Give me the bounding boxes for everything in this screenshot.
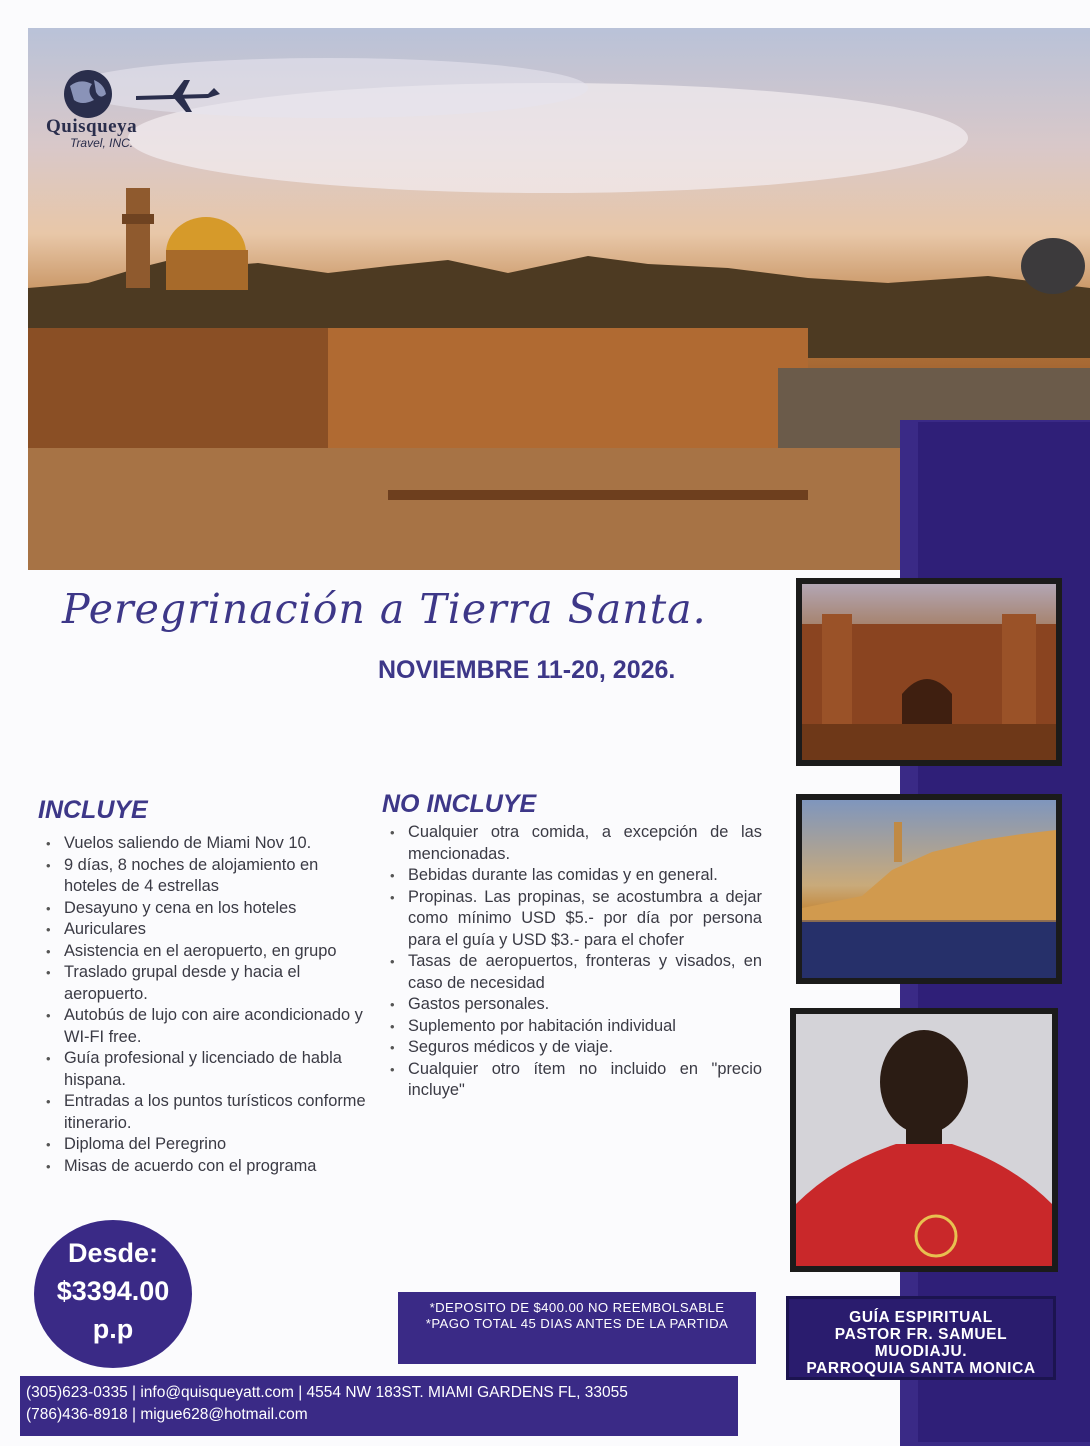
incluye-list	[38, 833, 373, 1177]
list-item: • Autobús de lujo con aire acondicionado y WI-FI free.	[38, 1005, 373, 1048]
logo-name: Quisqueya	[46, 116, 138, 137]
list-item: • 9 días, 8 noches de alojamiento en hoteles de 4 estrellas	[38, 855, 373, 898]
incluye-heading: INCLUYE	[38, 796, 148, 824]
list-item: • Bebidas durante las comidas y en general.	[382, 865, 762, 887]
contact-line-2: (786)436-8918 | migue628@hotmail.com	[26, 1406, 308, 1423]
trip-dates: NOVIEMBRE 11-20, 2026.	[378, 656, 676, 684]
list-item: • Diploma del Peregrino	[38, 1134, 373, 1156]
list-item: • Traslado grupal desde y hacia el aeropuerto.	[38, 962, 373, 1005]
photo-jaffa-coast	[796, 794, 1062, 984]
list-item: • Desayuno y cena en los hoteles	[38, 898, 373, 920]
logo-subtitle: Travel, INC.	[70, 136, 134, 150]
photo-pastor-portrait	[790, 1008, 1058, 1272]
list-item: • Cualquier otra comida, a excepción de las mencionadas.	[382, 822, 762, 865]
price-amount: $3394.00	[56, 1276, 170, 1306]
guide-name: PASTOR FR. SAMUEL MUODIAJU.	[834, 1326, 1008, 1360]
contact-line-1: (305)623-0335 | info@quisqueyatt.com | 4554 NW 183ST. MIAMI GARDENS FL, 33055	[26, 1384, 628, 1401]
list-item: • Guía profesional y licenciado de habla hispana.	[38, 1048, 373, 1091]
price-badge	[34, 1220, 192, 1368]
list-item: • Seguros médicos y de viaje.	[382, 1037, 762, 1059]
list-item: • Gastos personales.	[382, 994, 762, 1016]
guide-parish: PARROQUIA SANTA MONICA	[806, 1360, 1036, 1377]
page-title: Peregrinación a Tierra Santa.	[62, 585, 707, 633]
deposit-notice	[398, 1292, 756, 1364]
list-item: • Tasas de aeropuertos, fronteras y visados, en caso de necesidad	[382, 951, 762, 994]
list-item: • Suplemento por habitación individual	[382, 1016, 762, 1038]
list-item: • Cualquier otro ítem no incluido en "precio incluye"	[382, 1059, 762, 1102]
price-unit: p.p	[92, 1314, 134, 1344]
guide-info-box	[786, 1296, 1056, 1380]
list-item: • Propinas. Las propinas, se acostumbra a dejar como mínimo USD $5.- por día por persona para el guía y USD $3.- para el chofer	[382, 887, 762, 952]
no-incluye-list	[382, 822, 762, 1102]
price-label: Desde:	[67, 1238, 159, 1268]
deposit-line-2: *PAGO TOTAL 45 DIAS ANTES DE LA PARTIDA	[425, 1316, 729, 1331]
list-item: • Auriculares	[38, 919, 373, 941]
no-incluye-heading: NO INCLUYE	[382, 790, 537, 818]
guide-title: GUÍA ESPIRITUAL	[849, 1309, 993, 1326]
photo-damascus-gate	[796, 578, 1062, 766]
list-item: • Entradas a los puntos turísticos conforme itinerario.	[38, 1091, 373, 1134]
list-item: • Vuelos saliendo de Miami Nov 10.	[38, 833, 373, 855]
deposit-line-1: *DEPOSITO DE $400.00 NO REEMBOLSABLE	[429, 1300, 725, 1315]
list-item: • Asistencia en el aeropuerto, en grupo	[38, 941, 373, 963]
list-item: • Misas de acuerdo con el programa	[38, 1156, 373, 1178]
contact-bar	[20, 1376, 738, 1436]
